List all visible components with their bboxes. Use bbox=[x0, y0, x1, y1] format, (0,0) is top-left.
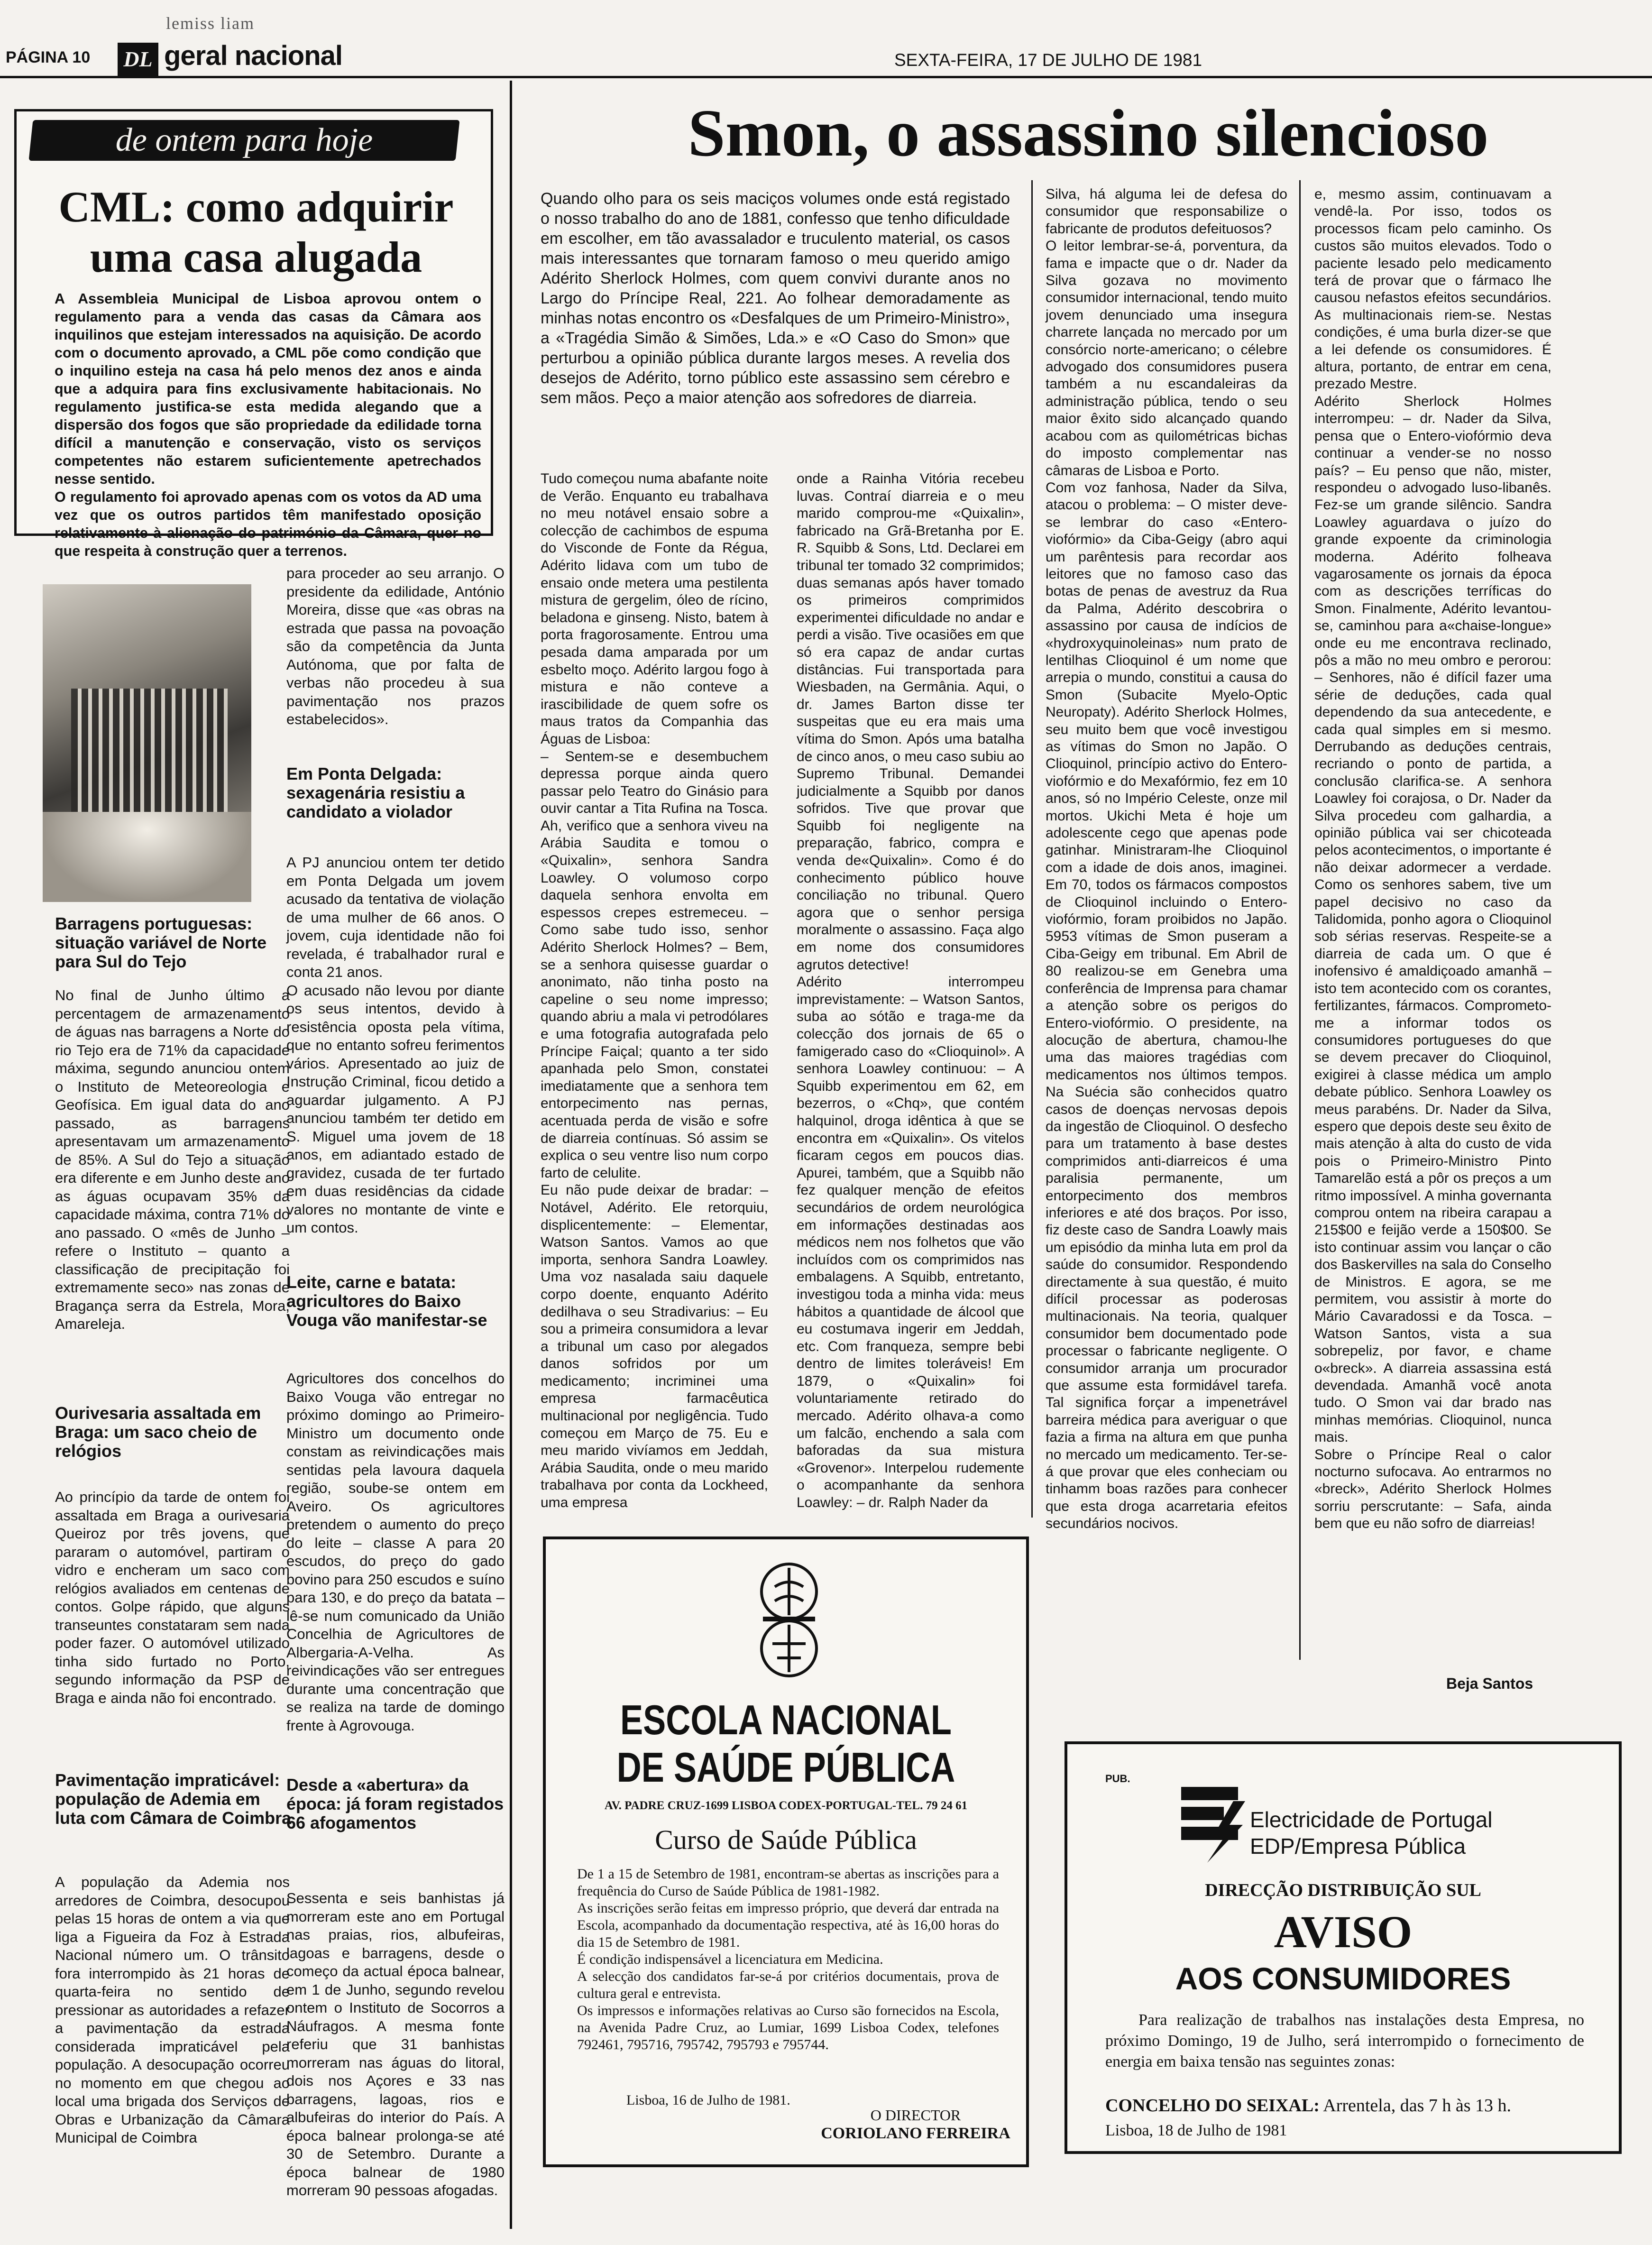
pavimentacao-text: A população da Ademia nos arredores de Coimbra, desocupou pelas 15 horas de ontem a via que liga a Figueira da Foz à Estrada Nacional número um. O trânsito fora interrompido às 21 horas de quarta-feira no sentido de pressionar as autoridades a refazer a pavimentação da estrada considerada impraticável pela população. A desocupação ocorreu no momento em que chegou ao local uma brigada dos Serviços de Obras e Urbanização da Câmara Municipal de Coimbra bbox=[55, 1874, 290, 2146]
smon-col-1: Tudo começou numa abafante noite de Verão. Enquanto eu trabalhava no meu notável ensaio sobre a colecção de cachimbos de espuma do Visconde de Fonte da Régua, Adérito lidava com um tubo de ensaio onde metera uma pestilenta mistura de gergelim, óleo de rícino, beladona e ginseng. Nisto, batem à porta fragorosamente. Entrou uma pesada dama amparada por um esbelto moço. Adérito largou fogo à mistura e não conteve a irascibilidade de quem sofre os maus tratos da Companhia das Águas de Lisboa: – Sentem-se e desembuchem depressa porque ainda quero passar pelo Teatro do Ginásio para ouvir cantar a Tita Rufina na Tosca. Ah, verifico que a senhora viveu na Arábia Saudita e tomou o «Quixalin», senhora Sandra Loawley. O volumoso corpo daquela senhora envolta em espessos crepes estremeceu. – Como sabe tudo isso, senhor Adérito Sherlock Holmes? – Bem, se a senhora quisesse guardar o anonimato, não tinha posto na capeline o seu nome impresso; quando abriu a mala vi petrodólares e uma fotografia autografada pelo Príncipe Faiçal; quanto a ter sido apanhada pelo Smon, constatei imediatamente que a senhora tem entorpecimento nas pernas, acentuada perda de visão e sofre de diarreia contínuas. Só assim se explica o seu ventre liso num corpo farto de celulite. Eu não pude deixar de bradar: – Notável, Adérito. Ele retorquiu, displicentemente: – Elementar, Watson Santos. Vamos ao que importa, senhora Sandra Loawley. Uma voz nasalada saiu daquele corpo doente, enquanto Adérito dedilhava o seu Stradivarius: – Eu sou a primeira consumidora a levar a tribunal um caso por alegados danos sofridos por um medicamento; incriminei uma empresa farmacêutica multinacional por negligência. Tudo começou em Março de 75. Eu e meu marido vivíamos em Jeddah, Arábia Saudita, onde o meu marido trabalhava por conta da Lockheed, uma empresa bbox=[541, 471, 768, 1511]
edp-pub-label: PUB. bbox=[1105, 1773, 1130, 1785]
edp-dateline: Lisboa, 18 de Julho de 1981 bbox=[1105, 2122, 1287, 2139]
de-ontem-para-hoje-box bbox=[14, 109, 493, 559]
escola-signature-role: O DIRECTOR bbox=[870, 2107, 961, 2124]
ponta-delgada-text: A PJ anunciou ontem ter detido em Ponta Delgada um jovem acusado da tentativa de violação de uma mulher de 66 anos. O jovem, cuja identidade não foi revelada, é trabalhador rural e conta 21 anos. O acusado não levou por diante os seus intentos, devido à resistência oposta pela vítima, que no entanto sofreu ferimentos vários. Apresentado ao juiz de Instrução Criminal, ficou detido a aguardar julgamento. A PJ anunciou também ter detido em S. Miguel uma jovem de 18 anos, em adiantado estado de gravidez, cusada de ter furtado em duas residências da cidade valores no montante de vinte e um contos. bbox=[286, 854, 505, 1236]
pavimentacao-title: Pavimentação impraticável: população de Ademia em luta com Câmara de Coimbra bbox=[55, 1770, 292, 1828]
page-number: PÁGINA 10 bbox=[6, 48, 91, 66]
smon-col-divider-2 bbox=[1299, 180, 1301, 1660]
edp-aviso: AVISO bbox=[1274, 1906, 1413, 1957]
edp-concelho-label: CONCELHO DO SEIXAL: bbox=[1105, 2096, 1320, 2116]
edp-consumidores: AOS CONSUMIDORES bbox=[1175, 1961, 1511, 1996]
leite-title: Leite, carne e batata: agricultores do Baixo Vouga vão manifestar-se bbox=[286, 1272, 487, 1330]
section-logo bbox=[118, 43, 158, 76]
edp-body: Para realização de trabalhos nas instalações desta Empresa, no próximo Domingo, 19 de Julho, será interrompido o fornecimento de energia em baixa tensão nas seguintes zonas: bbox=[1105, 2011, 1584, 2070]
escola-dateline: Lisboa, 16 de Julho de 1981. bbox=[626, 2092, 790, 2108]
smon-headline: Smon, o assassino silencioso bbox=[688, 95, 1489, 170]
edp-company-2: EDP/Empresa Pública bbox=[1250, 1834, 1466, 1859]
smon-col-3: Silva, há alguma lei de defesa do consumidor que responsabilize o fabricante de produtos defeituosos? O leitor lembrar-se-á, porventura, da fama e impacte que o dr. Nader da Silva gozava no movimento consumidor internacional, tendo muito jovem denunciado uma insegura charrete lançada no mercado por um consórcio norte-americano; o célebre advogado dos consumidores pusera também a nu escandaleiras da administração pública, tendo o seu maior êxito sido alcançado quando acabou com as quilométricas bichas do imposto complementar nas câmaras de Lisboa e Porto. Com voz fanhosa, Nader da Silva, atacou o problema: – O mister deve-se lembrar do caso «Entero-viofórmio» da Ciba-Geigy (abro aqui um parêntesis para recordar aos leitores que no famoso caso das botas de penas de avestruz da Rua da Palma, Adérito descobrira o assassino por causa de indícios de «hydroxyquinoleinas» num prato de lentilhas Clioquinol é um nome que arrepia o mundo, constitui a causa do Smon (Subacite Myelo-Optic Neuropaty). Adérito Sherlock Holmes, seu muito bem que você investigou as vítimas do Smon no Japão. O Clioquinol, princípio activo do Entero-viofórmio e do Mexafórmio, fez em 10 anos, só no Império Celeste, onze mil mortos. Ukichi Meta é hoje um adolescente cego que apenas pode gatinhar. Ministraram-lhe Clioquinol com a idade de dois anos, imaginei. Em 70, todos os fármacos compostos de Clioquinol incluindo o Entero-viofórmio, foram proibidos no Japão. 5953 vítimas de Smon puseram a Ciba-Geigy em tribunal. Em Abril de 80 realizou-se em Genebra uma conferência de Imprensa para chamar a atenção sobre os perigos do Entero-viofórmio. O presidente, na alocução de abertura, chamou-lhe uma das maiores tragédias com medicamentos nos últimos tempos. Na Suécia são conhecidos quatro casos de doenças nervosas depois da ingestão de Clioquinol. O desfecho para um tratamento à base destes comprimidos anti-diarreicos é uma paralisia permanente, um entorpecimento dos membros inferiores e até dos braços. Por isso, fiz deste caso de Sandra Loawly mais um episódio da minha luta em prol da saúde do consumidor. Respondendo directamente à sua questão, é muito difícil processar as poderosas multinacionais. Na teoria, qualquer consumidor bem documentado pode processar o fabricante negligente. O consumidor arranja um procurador que assume esta formidável tarefa. Tal significa forçar a impenetrável barreira médica para averiguar o que fazia a firma na altura em que punha no mercado um medicamento. Ter-se-á que provar que eles conheciam ou tinhamm boas razões para conhecer que esta droga acarretaria efeitos secundários nocivos. bbox=[1046, 186, 1287, 1532]
cml-headline: CML: como adquirir uma casa alugada bbox=[58, 183, 454, 281]
smon-col-4: e, mesmo assim, continuavam a vendê-la. Por isso, todos os processos ficam pelo caminho. Os custos são muitos elevados. Todo o paciente lesado pelo medicamento terá de provar que o fármaco lhe causou nefastos efeitos secundários. As multinacionais riem-se. Nestas condições, é uma burla dizer-se que a lei defende os consumidores. É altura, portanto, de entrar em cena, prezado Mestre. Adérito Sherlock Holmes interrompeu: – dr. Nader da Silva, pensa que o Entero-viofórmio deva continuar a vender-se no nosso país? – Eu penso que não, mister, respondeu o advogado luso-libanês. Fez-se um grande silêncio. Sandra Loawley aguardava o juízo do grande expoente da criminologia moderna. Adérito folheava vagarosamente os jornais da época com as descrições terríficas do Smon. Finalmente, Adérito levantou-se, caminhou para a«chaise-longue» onde eu me encontrava reclinado, pôs a mão no meu ombro e perorou: – Senhores, não é difícil fazer uma série de deduções, cada qual dependendo da sua antecedente, e cada qual simples em si mesmo. Derrubando as deduções centrais, recriando o ponto de partida, a conclusão clarifica-se. A senhora Loawley foi corajosa, o Dr. Nader da Silva procedeu com galhardia, a opinião pública vai ser chicoteada pelos acontecimentos, o importante é não deixar adormecer a verdade. Como os senhores sabem, tive um papel decisivo no caso da Talidomida, ponho agora o Clioquinol sob sérias reservas. Respeite-se a diarreia de cada um. O que é inofensivo é amaldiçoado amanhã – isto tem acontecido com os corantes, fertilizantes, fármacos. Comprometo-me a informar todos os consumidores portugueses do que se devem precaver do Clioquinol, exigirei à classe médica um amplo debate público. Senhora Loawley os meus parabéns. Dr. Nader da Silva, espero que depois deste seu êxito de mais atenção à alta do custo de vida pois o Primeiro-Ministro Pinto Tamarelão está a pôr os preços a um ritmo impossível. A minha governanta comprou ontem na ribeira carapau a 215$00 e feijão verde a 150$00. Se isto continuar assim vou lançar o cão dos Baskervilles na sala do Conselho de Ministros. E agora, se me permitem, vou assistir à morte do Mário Cavaradossi e da Tosca. – Watson Santos, vista a sua sobrepeliz, por favor, e chame o«breck». A diarreia assassina está devendada. Amanhã você anota tudo. O Smon vai dar brado nas minhas memórias. Clioquinol, nunca mais. Sobre o Príncipe Real o calor nocturno sufocava. Ao entrarmos no «breck», Adérito Sherlock Holmes sorriu perscrutante: – Safa, ainda bem que eu não sofro de diarreias! bbox=[1314, 186, 1551, 1532]
section-logo-mark: DL bbox=[123, 47, 153, 71]
column-banner-label: de ontem para hoje bbox=[115, 122, 373, 158]
smon-author: Beja Santos bbox=[1446, 1675, 1533, 1692]
cml-text: A Assembleia Municipal de Lisboa aprovou ontem o regulamento para a venda das casas da Câmara aos inquilinos que estejam interessados na aquisição. De acordo com o documento aprovado, a CML põe como condição que o inquilino esteja na casa há pelo menos dez anos e ainda que a adquira para fins exclusivamente habitacionais. No regulamento justifica-se esta medida alegando que a dispersão dos fogos que são propriedade da edilidade torna difícil a manutenção e conservação, visto os serviços competentes não estarem suficientemente apetrechados nesse sentido. O regulamento foi aprovado apenas com os votos da AD uma vez que os outros partidos têm manifestado oposição relativamente à alienação do património da Câmara, quer no que respeita à construção quer a terrenos. bbox=[55, 291, 481, 559]
afogamentos-title: Desde a «abertura» da época: já foram registados 66 afogamentos bbox=[286, 1775, 504, 1832]
left-column-divider bbox=[510, 81, 512, 2229]
escola-body: De 1 a 15 de Setembro de 1981, encontram-se abertas as inscrições para a frequência do Curso de Saúde Pública de 1981-1982. As inscrições serão feitas em impresso próprio, que deverá dar entrada na Escola, acompanhado da documentação respectiva, até às 16,00 horas do dia 15 de Setembro de 1981. É condição indispensável a licenciatura em Medicina. A selecção dos candidatos far-se-á por critérios documentais, prova de cultura geral e entrevista. Os impressos e informações relativas ao Curso são fornecidos na Escola, na Avenida Padre Cruz, ao Lumiar, 1699 Lisboa Codex, telefones 792461, 795716, 795742, 795793 e 795744. bbox=[577, 1866, 999, 2052]
edp-concelho-text: Arrentela, das 7 h às 13 h. bbox=[1323, 2096, 1512, 2116]
barragens-text: No final de Junho último a percentagem de armazenamento de águas nas barragens a Norte do rio Tejo era de 71% da capacidade máxima, segundo anunciou ontem o Instituto de Meteoreologia e Geofísica. Em igual data do ano passado, as barragens apresentavam um armazenamento de 85%. A Sul do Tejo a situação era diferente e em Junho deste ano as águas ocupavam 35% da capacidade máxima, contra 71% do ano passado. O «mês de Junho – refere o Instituto – quanto a classificação de precipitação foi extremamente seco» nas zonas de Bragança serra da Estrela, Mora, Amareleja. bbox=[55, 987, 290, 1332]
ourivesaria-text: Ao princípio da tarde de ontem foi assaltada em Braga a ourivesaria Queiroz por três jovens, que pararam o automóvel, partiram o vidro e encheram um saco com relógios avaliados em centenas de contos. Golpe rápido, que alguns transeuntes constataram sem nada poder fazer. O automóvel utilizado tinha sido furtado no Porto, segundo informação da PSP de Braga e ainda não foi encontrado. bbox=[55, 1489, 290, 1706]
column-banner bbox=[28, 120, 459, 161]
arranjo-text: para proceder ao seu arranjo. O presidente da edilidade, António Moreira, disse que «as obras na estrada que passa na povoação são da competência da Junta Autónoma, que por falta de verbas não procedeu à sua pavimentação nos prazos estabelecidos». bbox=[286, 565, 505, 727]
edp-ad bbox=[1065, 1741, 1622, 2154]
edp-logo-icon bbox=[1176, 1782, 1248, 1863]
barragens-title: Barragens portuguesas: situação variável de Norte para Sul do Tejo bbox=[55, 914, 267, 971]
section-name: geral nacional bbox=[164, 40, 343, 71]
barragens-photo bbox=[43, 584, 251, 902]
escola-emblem-icon bbox=[753, 1558, 825, 1691]
edp-concelho bbox=[1105, 2095, 1511, 2116]
escola-course: Curso de Saúde Pública bbox=[655, 1824, 917, 1855]
escola-title-2: DE SAÚDE PÚBLICA bbox=[616, 1744, 955, 1791]
smon-col-divider-1 bbox=[1031, 180, 1033, 1518]
escola-signature-name: CORIOLANO FERREIRA bbox=[821, 2125, 1010, 2142]
issue-date: SEXTA-FEIRA, 17 DE JULHO DE 1981 bbox=[894, 50, 1202, 70]
edp-division: DIRECÇÃO DISTRIBUIÇÃO SUL bbox=[1205, 1880, 1481, 1900]
afogamentos-text: Sessenta e seis banhistas já morreram este ano em Portugal nas praias, rios, albufeiras, lagoas e barragens, desde o começo da actual época balnear, em 1 de Junho, segundo revelou ontem o Instituto de Socorros a Náufragos. A mesma fonte referiu que 31 banhistas morreram nas águas do litoral, dois nos Açores e 33 nas barragens, lagoas, rios e albufeiras do interior do País. A época balnear prolonga-se até 30 de Setembro. Durante a época balnear de 1980 morreram 90 pessoas afogadas. bbox=[286, 1890, 505, 2199]
smon-col-2: onde a Rainha Vitória recebeu luvas. Contraí diarreia e o meu marido comprou-me «Quixalin», fabricado na Grã-Bretanha por E. R. Squibb & Sons, Ltd. Declarei em tribunal ter tomado 32 comprimidos; duas semanas após haver tomado os primeiros comprimidos experimentei dificuldade no andar e perdi a visão. Tive ocasiões em que só era capaz de andar curtas distâncias. Fui transportada para Wiesbaden, na Germânia. Aqui, o dr. James Barton disse ter suspeitas que eu era mais uma vítima do Smon. Após uma batalha de cinco anos, o meu caso subiu ao Supremo Tribunal. Demandei judicialmente a Squibb por danos sofridos. Tive que provar que Squibb foi negligente na preparação, fabrico, compra e venda de«Quixalin». Como é do conhecimento público houve conciliação no tribunal. Quero agora que o senhor persiga moralmente o assassino. Faça algo em nome dos consumidores agrutos detective! Adérito interrompeu imprevistamente: – Watson Santos, suba ao sótão e traga-me da colecção dos jornais de 65 o famigerado caso do «Clioquinol». A senhora Loawley continuou: – A Squibb experimentou em 62, em bezerros, o «Chq», que contém halquinol, droga idêntica à que se encontra em «Quixalin». Os vitelos ficaram cegos em poucos dias. Apurei, também, que a Squibb não fez qualquer menção de efeitos secundários de ordem neurológica em informações destinadas aos médicos nem nos folhetos que vão incluídos com os comprimidos nas embalagens. A Squibb, entretanto, investigou toda a minha vida: meus hábitos a quantidade de álcool que eu costumava ingerir em Jeddah, etc. Com franqueza, sempre bebi dentro de limites toleráveis! Em 1879, o «Quixalin» foi voluntariamente retirado do mercado. Adérito olhava-a como um falcão, enchendo a sala com baforadas da sua mistura «Grovenor». Interpelou rudemente o acompanhante da senhora Loawley: – dr. Ralph Nader da bbox=[797, 471, 1024, 1511]
escola-address: AV. PADRE CRUZ-1699 LISBOA CODEX-PORTUGAL-TEL. 79 24 61 bbox=[604, 1799, 968, 1812]
escola-ad bbox=[543, 1537, 1029, 2167]
edp-company-1: Electricidade de Portugal bbox=[1250, 1807, 1493, 1832]
leite-text: Agricultores dos concelhos do Baixo Vouga vão entregar no próximo domingo ao Primeiro-Ministro um documento onde constam as reivindicações mais sentidas pela lavoura daquela região, soube-se ontem em Aveiro. Os agricultores pretendem o aumento do preço do leite – classe A para 20 escudos, do preço do gado bovino para 250 escudos e suíno para 130, e do preço da batata – lê-se num comunicado da União Concelhia de Agricultores de Albergaria-A-Velha. As reivindicações vão ser entregues durante uma concentração que se realiza na tarde de domingo frente à Agrovouga. bbox=[286, 1370, 505, 1734]
ourivesaria-title: Ourivesaria assaltada em Braga: um saco cheio de relógios bbox=[55, 1403, 261, 1461]
page-header bbox=[0, 0, 1652, 76]
masthead-scrap: lemiss liam bbox=[166, 14, 255, 33]
header-rule bbox=[0, 76, 1652, 78]
ponta-delgada-title: Em Ponta Delgada: sexagenária resistiu a candidato a violador bbox=[286, 764, 465, 821]
escola-title-1: ESCOLA NACIONAL bbox=[620, 1696, 952, 1743]
smon-lead: Quando olho para os seis maciços volumes onde está registado o nosso trabalho do ano de 1881, confesso que tenho dificuldade em escolher, em tão avassalador e truculento material, os casos mais interessantes que tornaram famoso o meu querido amigo Adérito Sherlock Holmes, com quem convivi durante anos no Largo do Príncipe Real, 221. Ao folhear demoradamente as minhas notas encontro os «Desfalques de um Primeiro-Ministro», a «Tragédia Simão & Simões, Lda.» e «O Caso do Smon» que perturbou a opinião pública durante largos meses. A revelia dos desejos de Adérito, torno público este assassino sem cérebro e sem mãos. Peço a maior atenção aos sofredores de diarreia. bbox=[541, 190, 1010, 407]
